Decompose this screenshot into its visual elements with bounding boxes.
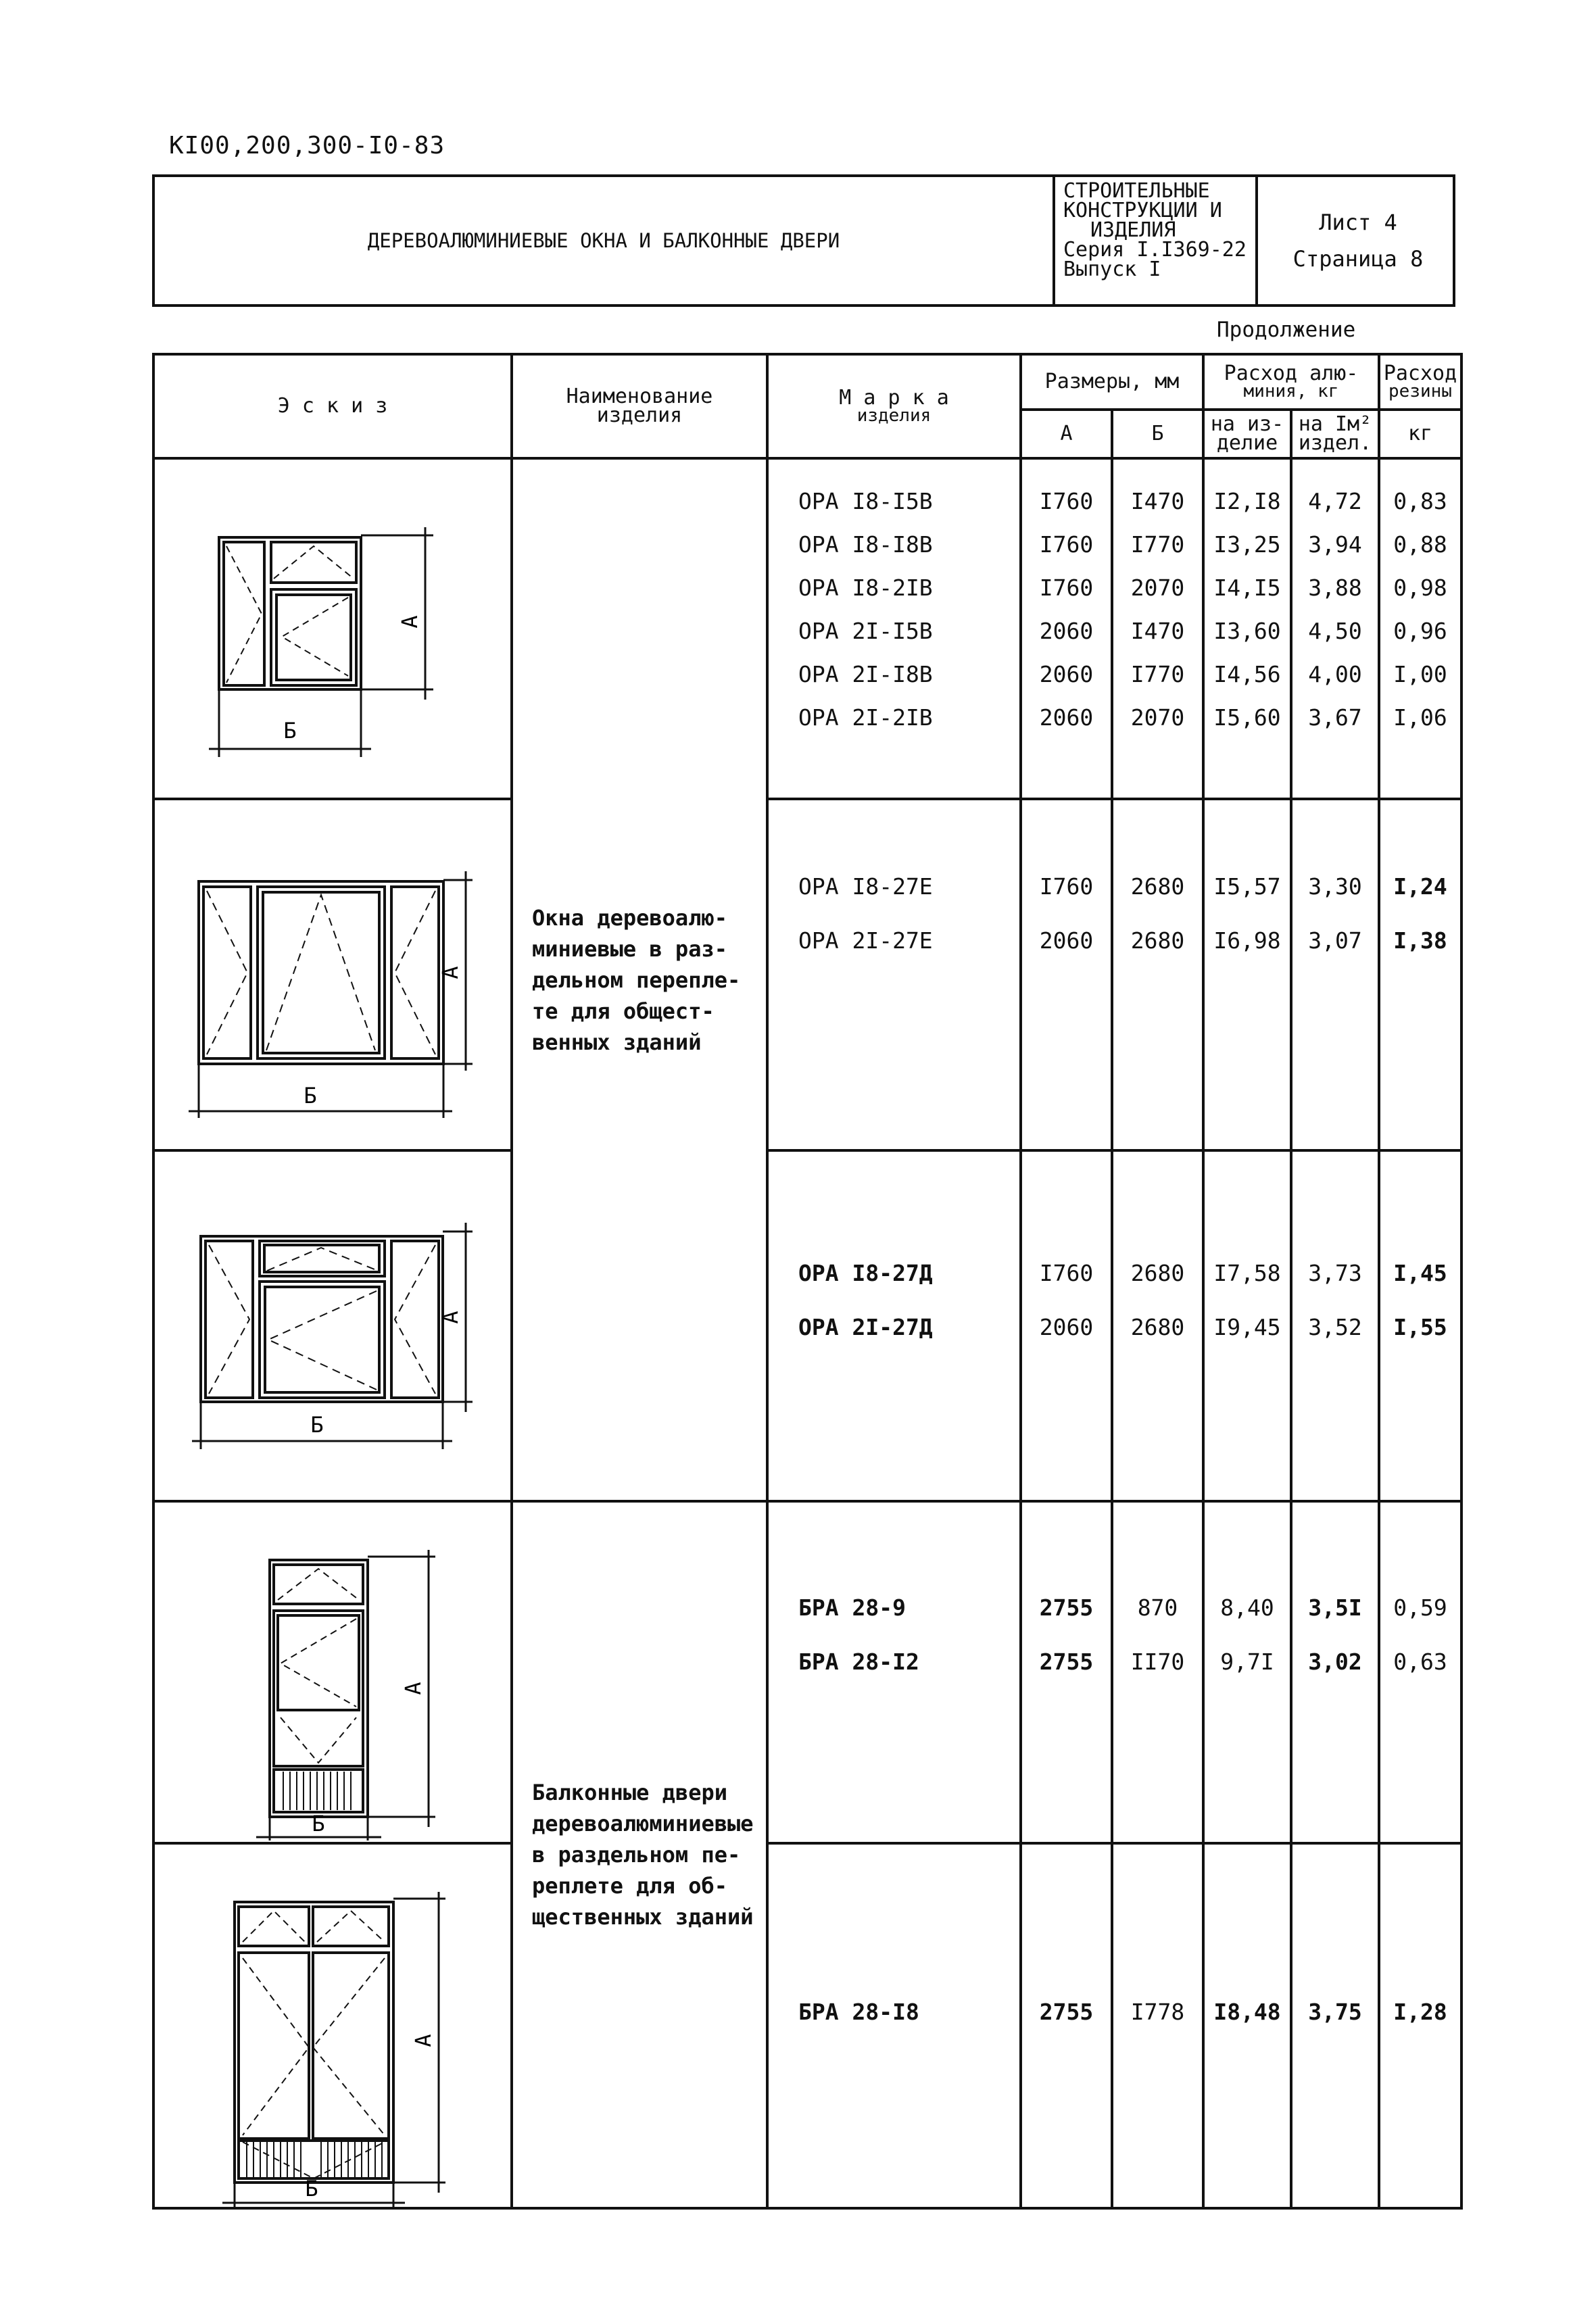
col-alu-item: на из- делие — [1203, 410, 1291, 458]
col-mark: М а р к а изделия — [767, 354, 1021, 458]
window-sketch-1 — [155, 460, 513, 798]
item-mark: ОРА I8-I5В — [798, 488, 933, 514]
svg-text:А: А — [437, 1311, 463, 1324]
document-code: КI00,200,300-I0-83 — [169, 132, 445, 160]
page-number: Страница 8 — [1292, 246, 1424, 272]
group-name-doors: Балконные двери деревоалюминиевые в раздельном пе- реплете для об- щественных зданий — [512, 1501, 767, 2208]
series-line-5: Выпуск I — [1063, 258, 1161, 281]
marks-cell — [767, 458, 1021, 799]
item-mark: ОРА I8-2IВ — [798, 575, 933, 601]
title-block — [152, 174, 1455, 307]
item-mark: ОРА 2I-27Е — [798, 927, 933, 954]
series-line-3: ИЗДЕЛИЯ — [1090, 218, 1176, 242]
svg-text:Б: Б — [310, 1412, 324, 1438]
sketch-cell — [153, 1501, 512, 1843]
series-line-4: Серия I.I369-22 — [1063, 238, 1247, 262]
col-b: Б — [1112, 410, 1203, 458]
door-sketch-1 — [155, 1503, 513, 1841]
item-mark: БРА 28-9 — [798, 1594, 906, 1621]
item-mark: ОРА 2I-I5В — [798, 618, 933, 644]
item-mark: ОРА I8-27Е — [798, 873, 933, 900]
item-mark: БРА 28-I2 — [798, 1649, 919, 1675]
col-aluminium: Расход алю- миния, кг — [1203, 354, 1379, 410]
group-name-windows: Окна деревоалю- миниевые в раз- дельном перепле- те для общест- венных зданий — [512, 458, 767, 1501]
window-sketch-3 — [155, 1152, 513, 1500]
continuation-label: Продолжение — [1217, 318, 1356, 342]
marks-cell — [767, 1150, 1021, 1501]
document-title: ДЕРЕВОАЛЮМИНИЕВЫЕ ОКНА И БАЛКОННЫЕ ДВЕРИ — [367, 229, 840, 252]
dim-b: Б — [283, 718, 297, 744]
col-rubber-unit: кг — [1379, 410, 1461, 458]
door-sketch-2 — [155, 1845, 513, 2207]
alu-m2-cell: 4,72 3,94 3,88 4,50 4,00 3,67 — [1291, 458, 1379, 799]
sheet-block — [1255, 177, 1458, 304]
svg-text:Б: Б — [312, 1811, 325, 1836]
svg-text:А: А — [400, 1682, 426, 1695]
size-b-cell: I470 I770 2070 I470 I770 2070 — [1112, 458, 1203, 799]
item-mark: БРА 28-I8 — [798, 1999, 919, 2025]
sketch-cell — [153, 799, 512, 1150]
col-alu-m2: на Iм² издел. — [1291, 410, 1379, 458]
table-row: А Б Балконные двери деревоалюминиевые в раздельном пе- реплете для об- щественных зданий БРА 28-9 БРА 28-I2 2755 2755 870 II70 8,40 9,7I 3,5I 3,02 0,59 0,63 — [153, 1501, 1461, 1843]
sketch-cell — [153, 458, 512, 799]
rubber-cell: 0,83 0,88 0,98 0,96 I,00 I,06 — [1379, 458, 1461, 799]
marks-cell — [767, 799, 1021, 1150]
table-row: А Б БРА 28-I8 2755 I778 I8,48 3,75 I,28 — [153, 1843, 1461, 2208]
series-line-1: СТРОИТЕЛЬНЫЕ — [1063, 179, 1210, 203]
marks-cell — [767, 1501, 1021, 1843]
item-mark: ОРА 2I-2IВ — [798, 704, 933, 731]
products-table — [152, 353, 1463, 2210]
col-rubber: Расход резины — [1379, 354, 1461, 410]
item-mark: ОРА I8-27Д — [798, 1260, 933, 1286]
item-mark: ОРА I8-I8В — [798, 531, 933, 558]
svg-text:Б: Б — [304, 1083, 317, 1108]
item-mark: ОРА 2I-I8В — [798, 661, 933, 687]
marks-cell — [767, 1843, 1021, 2208]
sketch-cell — [153, 1843, 512, 2208]
svg-text:А: А — [437, 966, 463, 979]
svg-text:Б: Б — [305, 2176, 318, 2201]
table-row — [153, 458, 1461, 799]
col-name: Наименование изделия — [512, 354, 767, 458]
series-line-2: КОНСТРУКЦИИ И — [1063, 199, 1222, 222]
sketch-cell — [153, 1150, 512, 1501]
col-a: А — [1021, 410, 1112, 458]
col-sketch: Э с к и з — [153, 354, 512, 458]
sheet-number: Лист 4 — [1319, 210, 1397, 235]
item-mark: ОРА 2I-27Д — [798, 1314, 933, 1340]
series-block — [1053, 177, 1255, 304]
dim-a: А — [397, 615, 422, 629]
col-sizes: Размеры, мм — [1021, 354, 1203, 410]
size-a-cell: I760 I760 I760 2060 2060 2060 — [1021, 458, 1112, 799]
table-row: А Б ОРА I8-27Е ОРА 2I-27Е I760 2060 2680 2680 I5,57 I6,98 3,30 3,07 I,24 I,38 — [153, 799, 1461, 1150]
alu-item-cell: I2,I8 I3,25 I4,I5 I3,60 I4,56 I5,60 — [1203, 458, 1291, 799]
table-row: А Б ОРА I8-27Д ОРА 2I-27Д I760 2060 2680 2680 I7,58 I9,45 3,73 3,52 I,45 I,55 — [153, 1150, 1461, 1501]
window-sketch-2 — [155, 800, 513, 1148]
svg-text:А: А — [410, 2034, 436, 2047]
